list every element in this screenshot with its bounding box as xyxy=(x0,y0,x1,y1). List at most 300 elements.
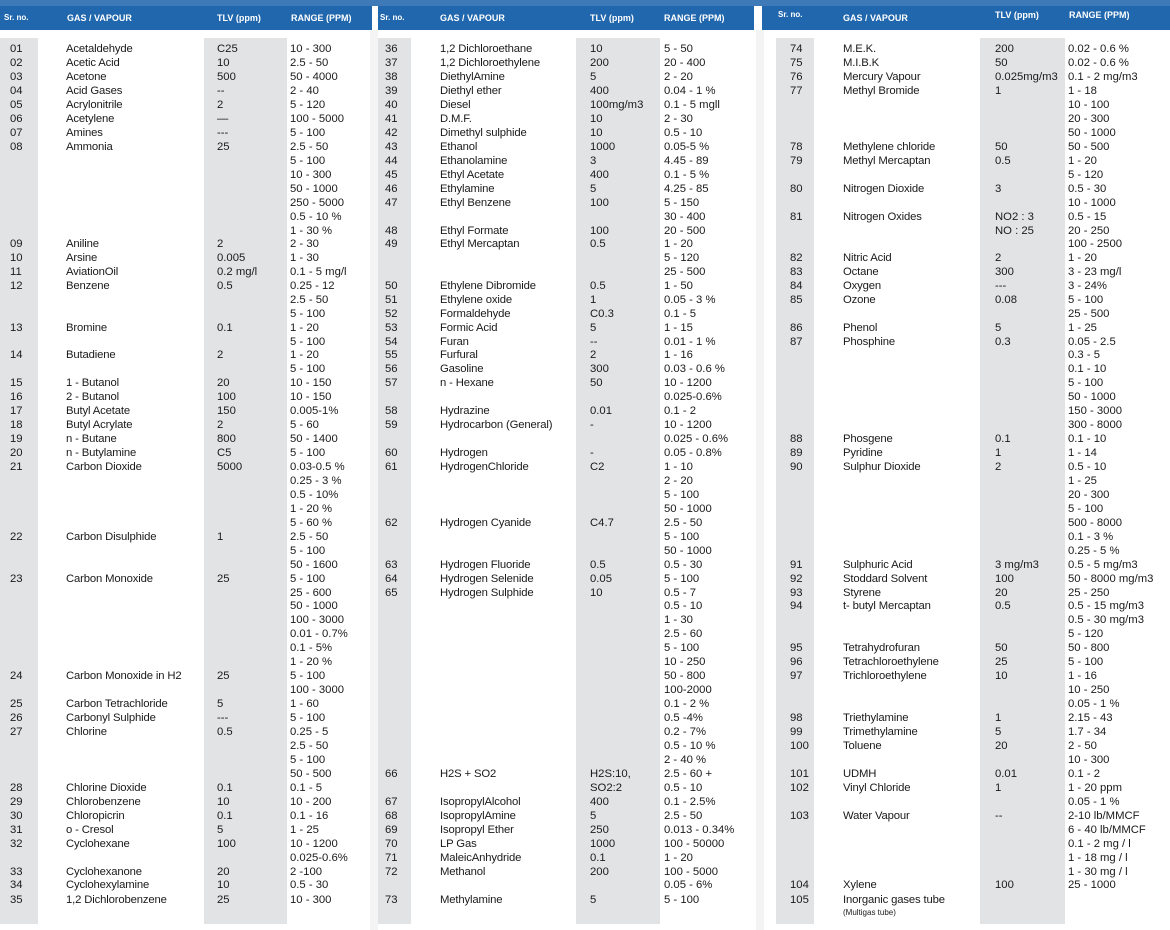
row-tlv: 150 xyxy=(217,405,236,417)
row-range: 50 - 500 xyxy=(1068,141,1110,153)
row-range: 5 - 60 xyxy=(290,419,319,431)
row-range: 50 - 1000 xyxy=(1068,391,1116,403)
row-tlv: 2 xyxy=(217,99,224,111)
header-sr: Sr. no. xyxy=(4,13,29,22)
row-tlv: 300 xyxy=(995,266,1014,278)
row-range: 0.05 - 1 % xyxy=(1068,698,1120,710)
row-gas-name: Hydrogen Selenide xyxy=(440,573,534,585)
row-range: 100 - 5000 xyxy=(664,866,719,878)
row-range: 10 - 300 xyxy=(290,43,332,55)
row-gas-name: Ethyl Acetate xyxy=(440,169,504,181)
row-sr-no: 03 xyxy=(10,71,23,83)
row-gas-name: Ethyl Benzene xyxy=(440,197,511,209)
row-sr-no: 79 xyxy=(790,155,803,167)
row-tlv: 10 xyxy=(590,113,603,125)
row-gas-name: Bromine xyxy=(66,322,108,334)
row-tlv: 20 xyxy=(217,377,230,389)
row-gas-name: UDMH xyxy=(843,768,877,780)
row-gas-name: Methyl Bromide xyxy=(843,85,920,97)
row-sr-no: 08 xyxy=(10,141,23,153)
row-tlv: --- xyxy=(217,127,229,139)
row-tlv: NO : 25 xyxy=(995,225,1034,237)
header-range: RANGE (PPM) xyxy=(1069,10,1130,20)
row-sr-no: 98 xyxy=(790,712,803,724)
header-range: RANGE (PPM) xyxy=(664,13,725,23)
row-tlv: 0.2 mg/l xyxy=(217,266,258,278)
row-range: 5 - 60 % xyxy=(290,517,333,529)
row-tlv: 800 xyxy=(217,433,236,445)
row-range: 1 - 30 xyxy=(290,252,319,264)
row-tlv: C5 xyxy=(217,447,232,459)
row-sr-no: 60 xyxy=(385,447,398,459)
row-gas-name: IsopropylAmine xyxy=(440,810,516,822)
row-tlv: 100 xyxy=(590,197,609,209)
row-range: 0.5 - 10% xyxy=(290,489,339,501)
row-gas-name: n - Butylamine xyxy=(66,447,137,459)
row-range: 1 - 18 mg / l xyxy=(1068,852,1128,864)
row-tlv: 2 xyxy=(217,419,224,431)
row-range: 2.5 - 50 xyxy=(290,57,329,69)
row-range: 0.5 - 5 mg/m3 xyxy=(1068,559,1138,571)
row-sr-no: 23 xyxy=(10,573,23,585)
row-range: 30 - 400 xyxy=(664,211,706,223)
row-gas-name: Hydrogen Fluoride xyxy=(440,559,531,571)
row-range: 0.1 - 2 mg/m3 xyxy=(1068,71,1138,83)
row-range: 2.5 - 50 xyxy=(664,810,703,822)
row-range: 1 - 20 xyxy=(664,238,693,250)
row-gas-name: Carbonyl Sulphide xyxy=(66,712,156,724)
row-sr-no: 39 xyxy=(385,85,398,97)
row-range: 0.05-5 % xyxy=(664,141,710,153)
row-sr-no: 48 xyxy=(385,225,398,237)
row-range: 1 - 60 xyxy=(290,698,319,710)
row-tlv: 0.5 xyxy=(590,238,606,250)
row-sr-no: 35 xyxy=(10,894,23,906)
row-gas-name: Butadiene xyxy=(66,349,116,361)
row-range: 50 - 1000 xyxy=(664,545,712,557)
row-sr-no: 99 xyxy=(790,726,803,738)
row-sr-no: 36 xyxy=(385,43,398,55)
row-range: 20 - 300 xyxy=(1068,113,1110,125)
row-tlv: 0.08 xyxy=(995,294,1017,306)
row-range: 0.05 - 0.8% xyxy=(664,447,722,459)
row-sr-no: 28 xyxy=(10,782,23,794)
row-range: 5 - 120 xyxy=(1068,628,1104,640)
row-tlv: 3 xyxy=(590,155,597,167)
row-range: 5 - 100 xyxy=(1068,503,1104,515)
row-tlv: 0.1 xyxy=(217,782,233,794)
row-range: 20 - 500 xyxy=(664,225,706,237)
row-range: 500 - 8000 xyxy=(1068,517,1123,529)
row-gas-note: (Multigas tube) xyxy=(843,908,896,917)
row-tlv: 25 xyxy=(217,894,230,906)
row-tlv: 200 xyxy=(995,43,1014,55)
row-tlv: 100 xyxy=(995,573,1014,585)
row-range: 3 - 23 mg/l xyxy=(1068,266,1122,278)
row-range: 100 - 3000 xyxy=(290,684,345,696)
row-range: 1 - 20 xyxy=(664,852,693,864)
row-tlv: 1 xyxy=(995,447,1002,459)
row-sr-no: 96 xyxy=(790,656,803,668)
row-gas-name: Acetaldehyde xyxy=(66,43,133,55)
row-range: 1 - 30 xyxy=(664,614,693,626)
row-range: 1 - 14 xyxy=(1068,447,1097,459)
row-gas-name: Diethyl ether xyxy=(440,85,502,97)
row-range: 5 - 100 xyxy=(664,642,700,654)
row-range: 1 - 50 xyxy=(664,280,693,292)
row-range: 50 - 1600 xyxy=(290,559,338,571)
header-tlv: TLV (ppm) xyxy=(590,13,634,23)
row-gas-name: HydrogenChloride xyxy=(440,461,529,473)
row-gas-name: Acrylonitrile xyxy=(66,99,123,111)
row-range: 100 - 5000 xyxy=(290,113,345,125)
row-gas-name: 1,2 Dichloroethane xyxy=(440,43,533,55)
row-tlv: 100mg/m3 xyxy=(590,99,644,111)
row-tlv: 400 xyxy=(590,85,609,97)
row-sr-no: 17 xyxy=(10,405,23,417)
row-range: 2.5 - 50 xyxy=(290,531,329,543)
row-tlv: 2 xyxy=(217,238,224,250)
row-range: 20 - 400 xyxy=(664,57,706,69)
row-range: 100 - 2500 xyxy=(1068,238,1123,250)
row-range: 0.1 - 2 xyxy=(664,405,697,417)
row-sr-no: 63 xyxy=(385,559,398,571)
row-sr-no: 71 xyxy=(385,852,398,864)
row-gas-name: Toluene xyxy=(843,740,882,752)
header-gas: GAS / VAPOUR xyxy=(843,13,908,23)
row-range: 1 - 20 ppm xyxy=(1068,782,1123,794)
row-gas-name: Phosgene xyxy=(843,433,893,445)
row-gas-name: Cyclohexane xyxy=(66,838,130,850)
row-tlv: 25 xyxy=(217,141,230,153)
row-range: 50 - 1000 xyxy=(1068,127,1116,139)
row-sr-no: 92 xyxy=(790,573,803,585)
row-range: 1 - 30 mg / l xyxy=(1068,866,1128,878)
row-range: 10 - 300 xyxy=(290,169,332,181)
row-gas-name: Nitric Acid xyxy=(843,252,892,264)
row-range: 25 - 1000 xyxy=(1068,879,1116,891)
row-tlv: 10 xyxy=(217,879,230,891)
row-range: 0.5 - 15 xyxy=(1068,211,1107,223)
row-gas-name: Gasoline xyxy=(440,363,484,375)
row-range: 5 - 50 xyxy=(664,43,693,55)
row-tlv: 5 xyxy=(590,183,597,195)
row-range: 0.013 - 0.34% xyxy=(664,824,735,836)
row-sr-no: 32 xyxy=(10,838,23,850)
row-sr-no: 27 xyxy=(10,726,23,738)
row-gas-name: Trimethylamine xyxy=(843,726,918,738)
row-range: 5 - 100 xyxy=(664,489,700,501)
row-gas-name: Ethanol xyxy=(440,141,478,153)
row-tlv: --- xyxy=(217,712,229,724)
row-range: 5 - 100 xyxy=(290,336,326,348)
row-sr-no: 37 xyxy=(385,57,398,69)
row-gas-name: M.I.B.K xyxy=(843,57,879,69)
row-tlv: C2 xyxy=(590,461,605,473)
row-sr-no: 73 xyxy=(385,894,398,906)
row-gas-name: MaleicAnhydride xyxy=(440,852,522,864)
row-gas-name: 2 - Butanol xyxy=(66,391,119,403)
row-sr-no: 45 xyxy=(385,169,398,181)
row-gas-name: Acetic Acid xyxy=(66,57,120,69)
row-range: 250 - 5000 xyxy=(290,197,345,209)
row-range: 20 - 250 xyxy=(1068,225,1110,237)
row-sr-no: 11 xyxy=(10,266,22,278)
row-range: 1 - 16 xyxy=(1068,670,1097,682)
row-range: 5 - 100 xyxy=(290,754,326,766)
row-gas-name: Hydrocarbon (General) xyxy=(440,419,553,431)
row-tlv: 0.025mg/m3 xyxy=(995,71,1058,83)
row-sr-no: 44 xyxy=(385,155,398,167)
row-gas-name: Ethylene oxide xyxy=(440,294,513,306)
row-sr-no: 67 xyxy=(385,796,398,808)
row-range: 0.5 - 10 xyxy=(664,782,703,794)
row-tlv: — xyxy=(217,113,229,125)
row-range: 0.04 - 1 % xyxy=(664,85,716,97)
row-range: 0.01 - 1 % xyxy=(664,336,716,348)
row-range: 0.1 - 3 % xyxy=(1068,531,1114,543)
row-range: 50 - 500 xyxy=(290,768,332,780)
header-range: RANGE (PPM) xyxy=(291,13,352,23)
row-sr-no: 21 xyxy=(10,461,23,473)
row-sr-no: 93 xyxy=(790,587,803,599)
row-gas-name: D.M.F. xyxy=(440,113,472,125)
row-gas-name: H2S + SO2 xyxy=(440,768,497,780)
row-gas-name: Nitrogen Oxides xyxy=(843,211,922,223)
row-sr-no: 94 xyxy=(790,600,803,612)
row-range: 0.25 - 3 % xyxy=(290,475,342,487)
row-sr-no: 88 xyxy=(790,433,803,445)
row-range: 20 - 300 xyxy=(1068,489,1110,501)
row-range: 0.5 - 7 xyxy=(664,587,697,599)
row-range: 0.2 - 7% xyxy=(664,726,707,738)
row-gas-name: Nitrogen Dioxide xyxy=(843,183,925,195)
row-tlv: 0.1 xyxy=(217,322,233,334)
row-tlv: 50 xyxy=(590,377,603,389)
row-gas-name: Sulphur Dioxide xyxy=(843,461,921,473)
row-gas-name: Ethylene Dibromide xyxy=(440,280,536,292)
row-range: 0.5 - 10 xyxy=(664,127,703,139)
row-tlv: 100 xyxy=(217,391,236,403)
row-tlv: 50 xyxy=(995,642,1008,654)
row-sr-no: 85 xyxy=(790,294,803,306)
row-sr-no: 29 xyxy=(10,796,23,808)
row-tlv: - xyxy=(590,419,594,431)
row-range: 2 - 40 % xyxy=(664,754,707,766)
row-range: 4.45 - 89 xyxy=(664,155,709,167)
row-range: 5 - 100 xyxy=(290,447,326,459)
row-range: 5 - 120 xyxy=(290,99,326,111)
row-sr-no: 59 xyxy=(385,419,398,431)
row-tlv: -- xyxy=(217,85,225,97)
row-sr-no: 104 xyxy=(790,879,809,891)
row-sr-no: 38 xyxy=(385,71,398,83)
row-sr-no: 97 xyxy=(790,670,803,682)
row-tlv: 3 xyxy=(995,183,1002,195)
row-gas-name: Chloropicrin xyxy=(66,810,125,822)
row-range: 5 - 150 xyxy=(664,197,700,209)
row-sr-no: 62 xyxy=(385,517,398,529)
row-sr-no: 54 xyxy=(385,336,398,348)
row-tlv: 200 xyxy=(590,57,609,69)
row-gas-name: Cyclohexanone xyxy=(66,866,142,878)
row-sr-no: 30 xyxy=(10,810,23,822)
row-range: 1 - 25 xyxy=(1068,322,1097,334)
row-range: 2 - 40 xyxy=(290,85,319,97)
row-gas-name: Diesel xyxy=(440,99,471,111)
row-gas-name: n - Butane xyxy=(66,433,117,445)
row-tlv: 1000 xyxy=(590,838,616,850)
row-gas-name: t- butyl Mercaptan xyxy=(843,600,931,612)
row-range: 5 - 100 xyxy=(290,363,326,375)
row-range: 0.025 - 0.6% xyxy=(664,433,729,445)
row-sr-no: 57 xyxy=(385,377,398,389)
row-range: 5 - 120 xyxy=(664,252,700,264)
row-sr-no: 69 xyxy=(385,824,398,836)
row-range: 10 - 1200 xyxy=(290,838,338,850)
row-range: 1 - 30 % xyxy=(290,225,333,237)
row-gas-name: Tetrahydrofuran xyxy=(843,642,920,654)
row-range: 0.5 - 30 xyxy=(290,879,329,891)
row-range: 10 - 1200 xyxy=(664,377,712,389)
row-gas-name: M.E.K. xyxy=(843,43,876,55)
row-gas-name: Sulphuric Acid xyxy=(843,559,913,571)
row-range: 5 - 100 xyxy=(290,573,326,585)
row-tlv: 10 xyxy=(217,57,230,69)
row-range: 0.1 - 5 mg/l xyxy=(290,266,347,278)
row-tlv: 2 xyxy=(590,349,597,361)
row-gas-name: Octane xyxy=(843,266,879,278)
row-tlv: 1000 xyxy=(590,141,616,153)
row-range: 10 - 300 xyxy=(290,894,332,906)
row-range: 1 - 18 xyxy=(1068,85,1097,97)
row-range: 150 - 3000 xyxy=(1068,405,1123,417)
row-sr-no: 51 xyxy=(385,294,398,306)
tlv-column-shade xyxy=(980,38,1065,924)
row-range: 10 - 250 xyxy=(1068,684,1110,696)
row-tlv: 50 xyxy=(995,141,1008,153)
row-sr-no: 33 xyxy=(10,866,23,878)
row-gas-name: Butyl Acetate xyxy=(66,405,130,417)
row-sr-no: 52 xyxy=(385,308,398,320)
row-gas-name: Carbon Tetrachloride xyxy=(66,698,168,710)
row-range: 10 - 300 xyxy=(1068,754,1110,766)
row-sr-no: 102 xyxy=(790,782,809,794)
row-tlv: 0.5 xyxy=(995,600,1011,612)
row-gas-name: Vinyl Chloride xyxy=(843,782,911,794)
row-gas-name: Carbon Disulphide xyxy=(66,531,157,543)
row-gas-name: Ethyl Formate xyxy=(440,225,509,237)
row-tlv: 0.5 xyxy=(995,155,1011,167)
row-sr-no: 74 xyxy=(790,43,803,55)
row-sr-no: 76 xyxy=(790,71,803,83)
row-range: 5 - 100 xyxy=(290,712,326,724)
row-gas-name: Methylene chloride xyxy=(843,141,936,153)
row-sr-no: 50 xyxy=(385,280,398,292)
row-range: 0.1 - 16 xyxy=(290,810,329,822)
row-gas-name: Hydrazine xyxy=(440,405,490,417)
row-range: 0.5 - 30 xyxy=(1068,183,1107,195)
row-tlv: 400 xyxy=(590,796,609,808)
row-sr-no: 64 xyxy=(385,573,398,585)
row-tlv: - xyxy=(590,447,594,459)
row-sr-no: 25 xyxy=(10,698,23,710)
row-gas-name: Carbon Monoxide in H2 xyxy=(66,670,182,682)
row-range: 2 - 50 xyxy=(1068,740,1097,752)
row-range: 0.1 - 5 % xyxy=(664,169,710,181)
row-tlv: 0.5 xyxy=(590,559,606,571)
row-gas-name: Cyclohexylamine xyxy=(66,879,150,891)
row-sr-no: 02 xyxy=(10,57,23,69)
row-range: 0.005-1% xyxy=(290,405,339,417)
row-range: 50 - 1000 xyxy=(290,600,338,612)
row-sr-no: 05 xyxy=(10,99,23,111)
row-range: 1.7 - 34 xyxy=(1068,726,1107,738)
row-range: 1 - 20 % xyxy=(290,656,333,668)
row-range: 2.5 - 50 xyxy=(290,141,329,153)
row-gas-name: 1,2 Dichlorobenzene xyxy=(66,894,167,906)
row-sr-no: 82 xyxy=(790,252,803,264)
row-range: 1 - 10 xyxy=(664,461,693,473)
row-tlv: NO2 : 3 xyxy=(995,211,1034,223)
row-gas-name: Benzene xyxy=(66,280,110,292)
row-gas-name: Formic Acid xyxy=(440,322,498,334)
row-range: 50 - 800 xyxy=(664,670,706,682)
row-gas-name: Inorganic gases tube xyxy=(843,894,945,906)
row-range: 0.5 - 10 xyxy=(664,600,703,612)
row-range: 1 - 20 % xyxy=(290,503,333,515)
row-gas-name: Methyl Mercaptan xyxy=(843,155,931,167)
row-range: 1 - 25 xyxy=(290,824,319,836)
row-range: 2 - 20 xyxy=(664,71,693,83)
row-range: 2 -100 xyxy=(290,866,323,878)
row-range: 0.5 - 15 mg/m3 xyxy=(1068,600,1144,612)
row-gas-name: Acetylene xyxy=(66,113,115,125)
row-range: 0.03 - 0.6 % xyxy=(664,363,725,375)
column-separator xyxy=(370,30,378,930)
row-range: 5 - 100 xyxy=(1068,377,1104,389)
row-sr-no: 40 xyxy=(385,99,398,111)
row-range: 2 - 20 xyxy=(664,475,693,487)
row-tlv: 25 xyxy=(217,573,230,585)
row-range: 0.025-0.6% xyxy=(664,391,722,403)
row-tlv: 0.5 xyxy=(217,280,233,292)
row-gas-name: Hydrogen Cyanide xyxy=(440,517,532,529)
row-tlv: 5 xyxy=(590,322,597,334)
row-range: 10 - 1000 xyxy=(1068,197,1116,209)
row-range: 0.5 -4% xyxy=(664,712,703,724)
row-range: 0.1 - 5% xyxy=(290,642,333,654)
row-range: 100 - 50000 xyxy=(664,838,725,850)
row-sr-no: 31 xyxy=(10,824,23,836)
row-tlv: 5 xyxy=(995,726,1002,738)
row-tlv: 5 xyxy=(217,698,224,710)
row-gas-name: Ammonia xyxy=(66,141,113,153)
row-tlv: 200 xyxy=(590,866,609,878)
row-tlv: 0.1 xyxy=(590,852,606,864)
row-tlv: C25 xyxy=(217,43,238,55)
row-gas-name: Aniline xyxy=(66,238,99,250)
row-sr-no: 89 xyxy=(790,447,803,459)
row-sr-no: 01 xyxy=(10,43,23,55)
row-range: 10 - 150 xyxy=(290,377,332,389)
row-gas-name: Furan xyxy=(440,336,469,348)
row-range: 0.1 - 2 mg / l xyxy=(1068,838,1131,850)
row-tlv: 2 xyxy=(995,461,1002,473)
row-tlv: 300 xyxy=(590,363,609,375)
row-range: 0.25 - 12 xyxy=(290,280,335,292)
row-sr-no: 55 xyxy=(385,349,398,361)
